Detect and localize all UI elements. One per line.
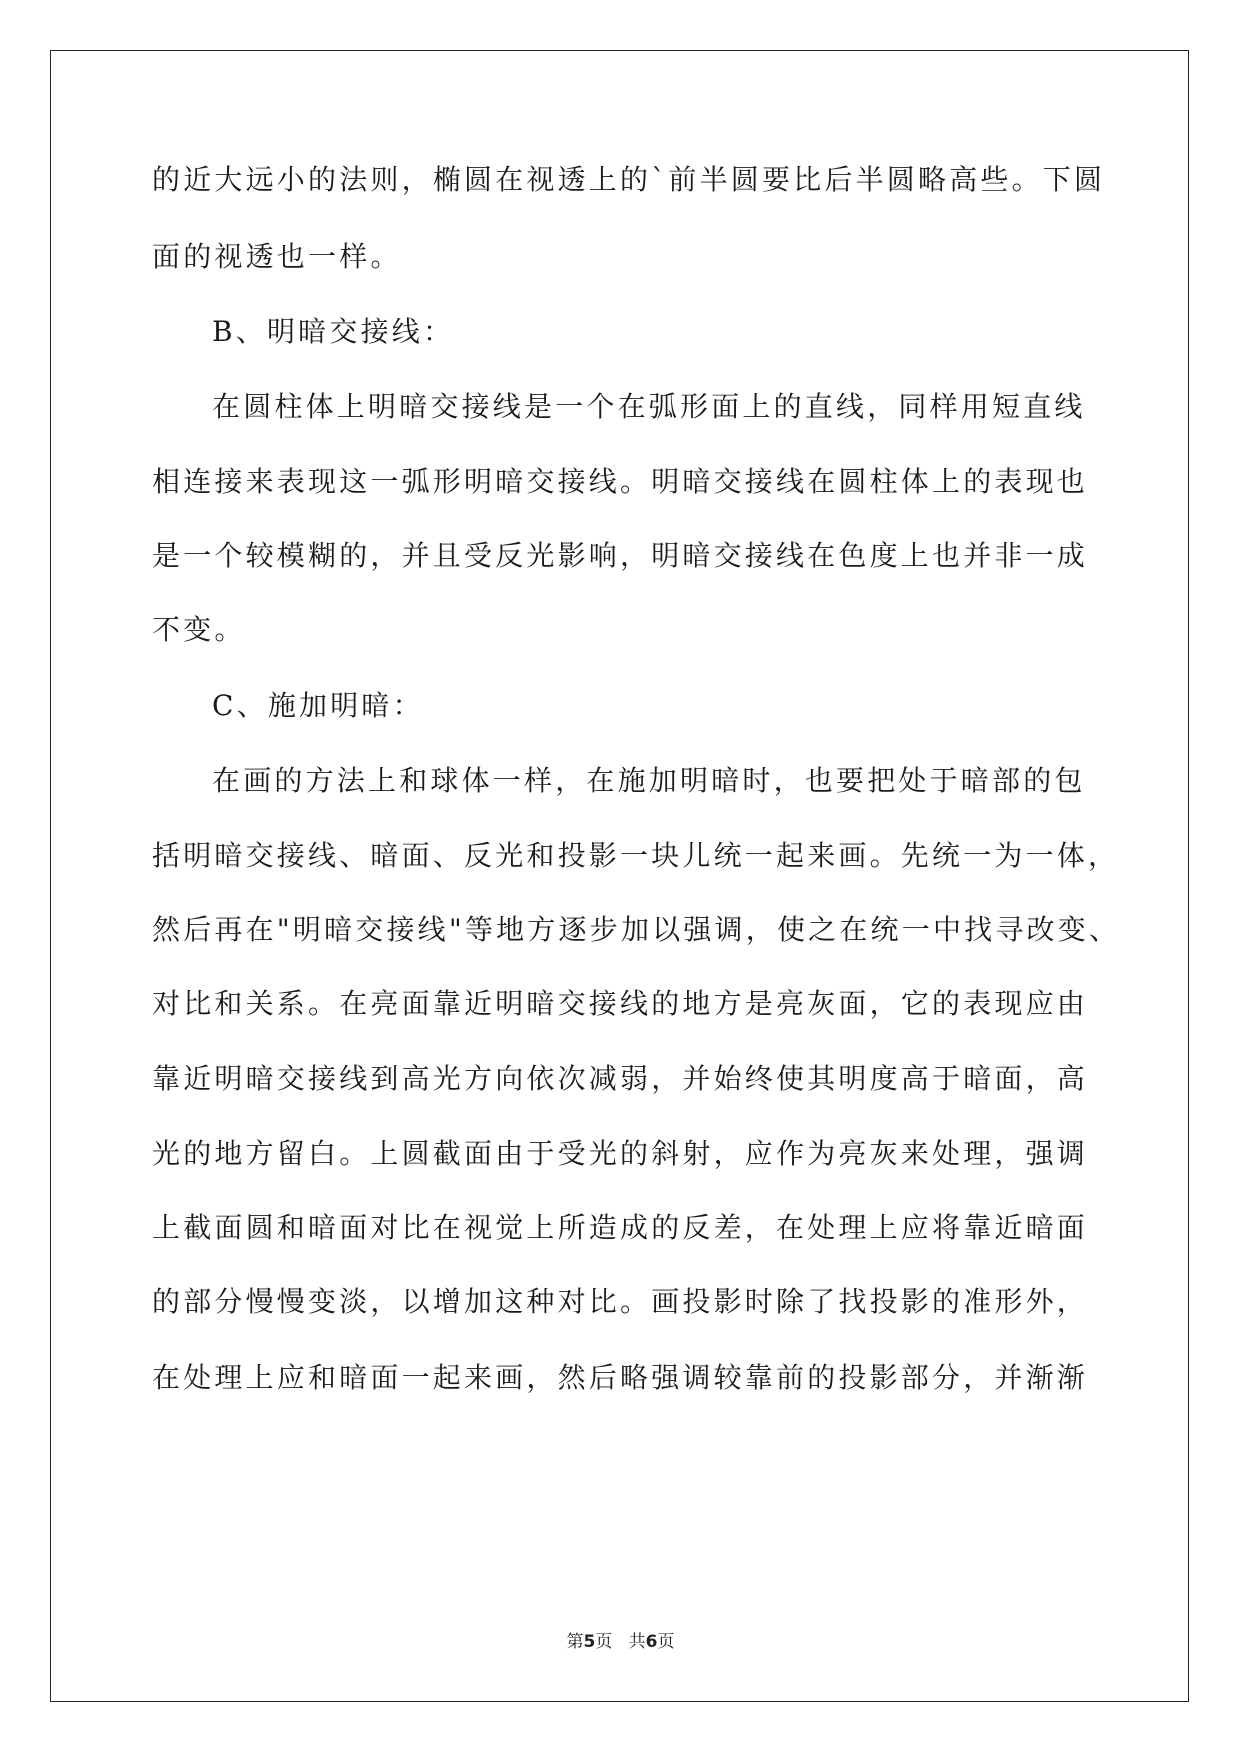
text-line: 靠近明暗交接线到高光方向依次减弱，并始终使其明度高于暗面，高 xyxy=(152,1062,1089,1095)
text-line: 的近大远小的法则，椭圆在视透上的`前半圆要比后半圆略高些。下圆 xyxy=(152,163,1106,196)
text-line: 对比和关系。在亮面靠近明暗交接线的地方是亮灰面，它的表现应由 xyxy=(152,987,1089,1020)
text-line: 相连接来表现这一弧形明暗交接线。明暗交接线在圆柱体上的表现也 xyxy=(152,465,1089,498)
text-line: 然后再在"明暗交接线"等地方逐步加以强调，使之在统一中找寻改变、 xyxy=(152,913,1121,946)
text-line: 括明暗交接线、暗面、反光和投影一块儿统一起来画。先统一为一体， xyxy=(152,839,1120,872)
total-pages-number: 6 xyxy=(645,1632,658,1652)
text-line: 面的视透也一样。 xyxy=(152,240,402,273)
footer-middle: 页 共 xyxy=(595,1632,646,1652)
footer-prefix: 第 xyxy=(566,1632,584,1652)
text-line: 上截面圆和暗面对比在视觉上所造成的反差，在处理上应将靠近暗面 xyxy=(152,1211,1089,1244)
text-line: 不变。 xyxy=(152,613,246,646)
footer-suffix: 页 xyxy=(657,1632,675,1652)
section-heading-b: B、明暗交接线： xyxy=(212,315,455,348)
text-line: 光的地方留白。上圆截面由于受光的斜射，应作为亮灰来处理，强调 xyxy=(152,1137,1089,1170)
text-line: 的部分慢慢变淡，以增加这种对比。画投影时除了找投影的准形外， xyxy=(152,1285,1089,1318)
current-page-number: 5 xyxy=(583,1632,596,1652)
text-line: 在处理上应和暗面一起来画，然后略强调较靠前的投影部分，并渐渐 xyxy=(152,1361,1089,1394)
page-border xyxy=(50,50,1189,1702)
text-line: 是一个较模糊的，并且受反光影响，明暗交接线在色度上也并非一成 xyxy=(152,539,1089,572)
paragraph-start: 在画的方法上和球体一样，在施加明暗时，也要把处于暗部的包 xyxy=(212,764,1086,797)
page-footer xyxy=(0,1627,1241,1652)
paragraph-start: 在圆柱体上明暗交接线是一个在弧形面上的直线，同样用短直线 xyxy=(212,390,1086,423)
section-heading-c: C、施加明暗： xyxy=(212,689,424,722)
